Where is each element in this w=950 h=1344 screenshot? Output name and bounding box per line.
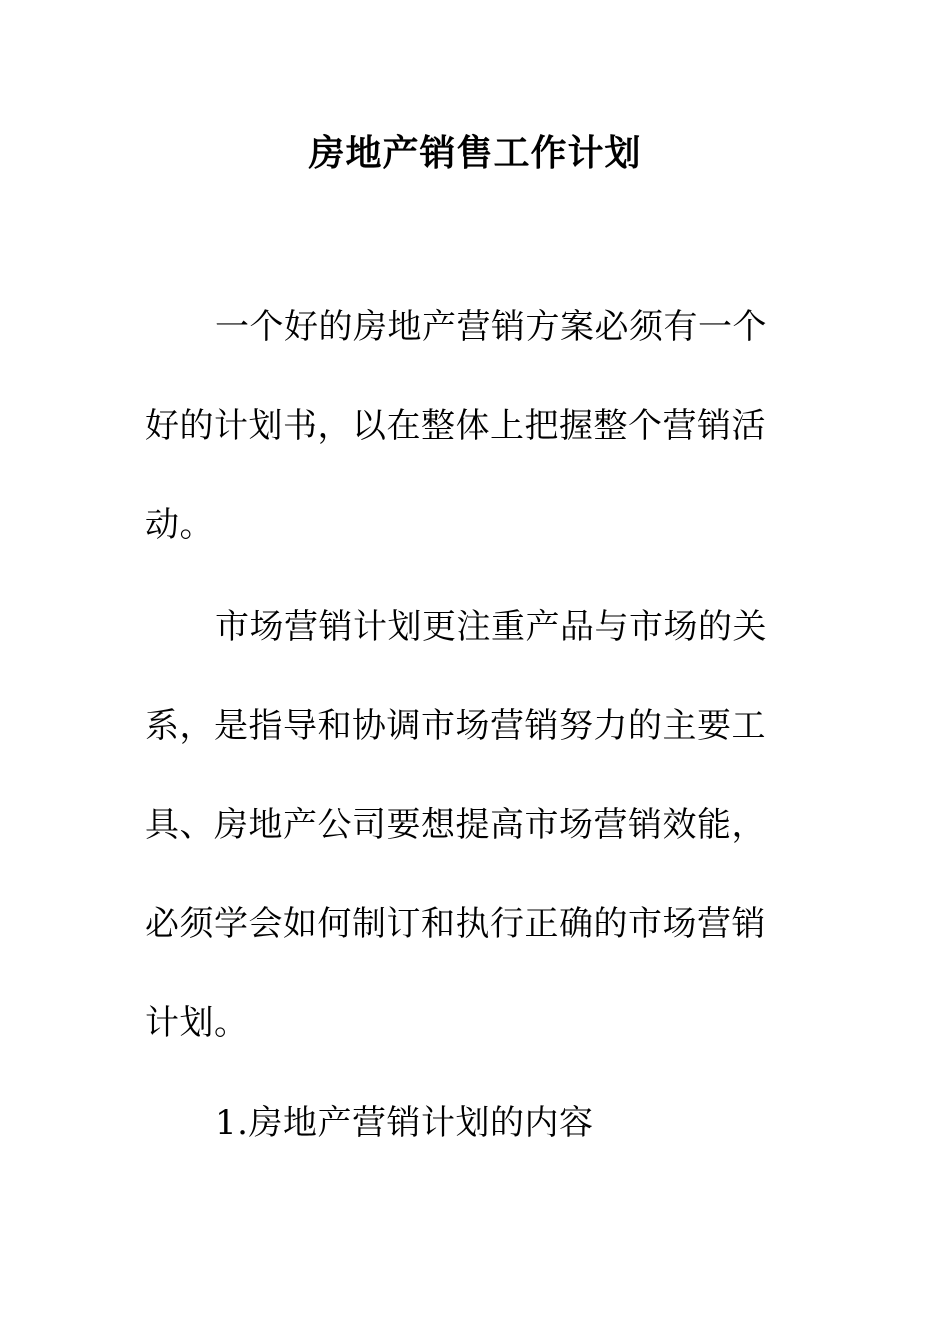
paragraph-2: 市场营销计划更注重产品与市场的关系，是指导和协调市场营销努力的主要工具、房地产公司要想提高市场营销效能，必须学会如何制订和执行正确的市场营销计划。 bbox=[145, 607, 767, 1043]
document-title: 房地产销售工作计划 bbox=[308, 132, 642, 174]
paragraph-1: 一个好的房地产营销方案必须有一个好的计划书，以在整体上把握整个营销活动。 bbox=[145, 307, 767, 545]
paragraph-2-block bbox=[145, 578, 785, 1073]
section-heading-1: 1.房地产营销计划的内容 bbox=[215, 1103, 594, 1143]
section-heading-block bbox=[145, 1074, 785, 1173]
paragraph-1-block bbox=[145, 278, 785, 575]
